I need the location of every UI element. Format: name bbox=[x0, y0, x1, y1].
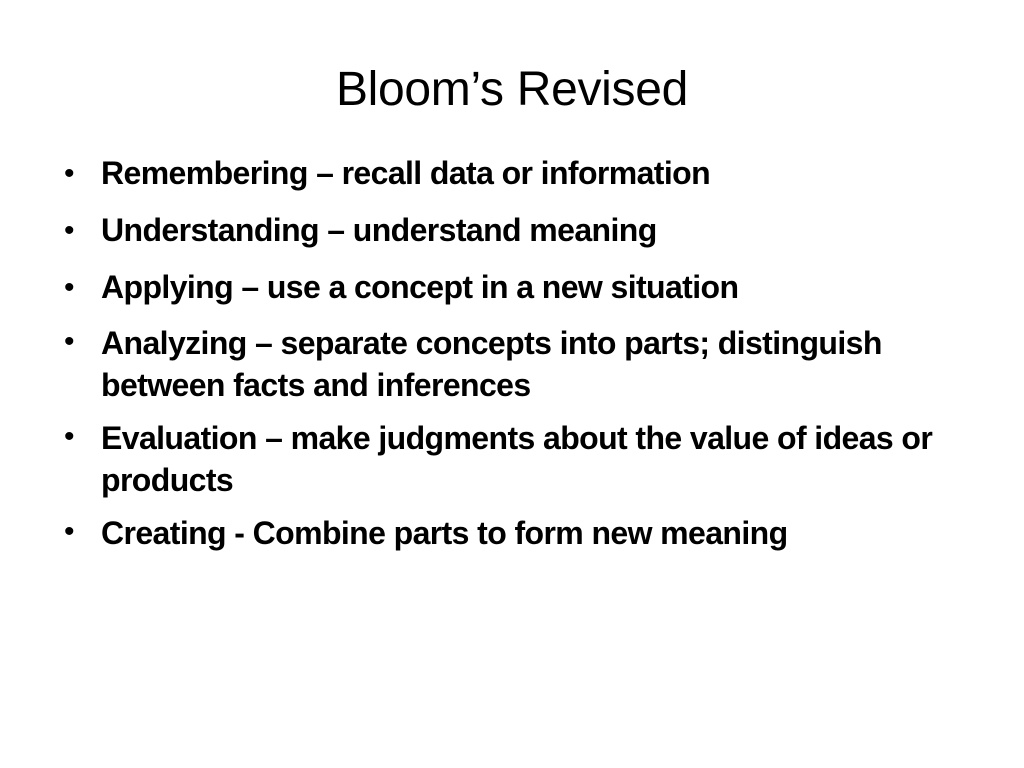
bullet-icon: • bbox=[64, 325, 74, 358]
bullet-icon: • bbox=[64, 214, 74, 247]
list-item-text: Applying – use a concept in a new situation bbox=[101, 269, 739, 305]
list-item-text: Analyzing – separate concepts into parts; distinguish between facts and inferences bbox=[101, 325, 882, 403]
bullet-icon: • bbox=[64, 420, 74, 453]
list-item-text: Remembering – recall data or information bbox=[101, 155, 711, 191]
list-item-applying bbox=[58, 264, 978, 311]
list-item-text: Creating - Combine parts to form new meaning bbox=[101, 515, 788, 551]
list-item-remembering bbox=[58, 150, 978, 197]
list-item-analyzing bbox=[58, 321, 978, 406]
bullet-icon: • bbox=[64, 515, 74, 548]
list-item-text: Evaluation – make judgments about the value of ideas or products bbox=[101, 420, 933, 498]
list-item-evaluation bbox=[58, 416, 978, 501]
slide-title: Bloom’s Revised bbox=[335, 63, 689, 116]
list-item-creating bbox=[58, 511, 978, 554]
bullet-list bbox=[58, 150, 978, 564]
list-item-text: Understanding – understand meaning bbox=[101, 212, 657, 248]
list-item-understanding bbox=[58, 207, 978, 254]
bullet-icon: • bbox=[64, 271, 74, 304]
bullet-icon: • bbox=[64, 157, 74, 190]
